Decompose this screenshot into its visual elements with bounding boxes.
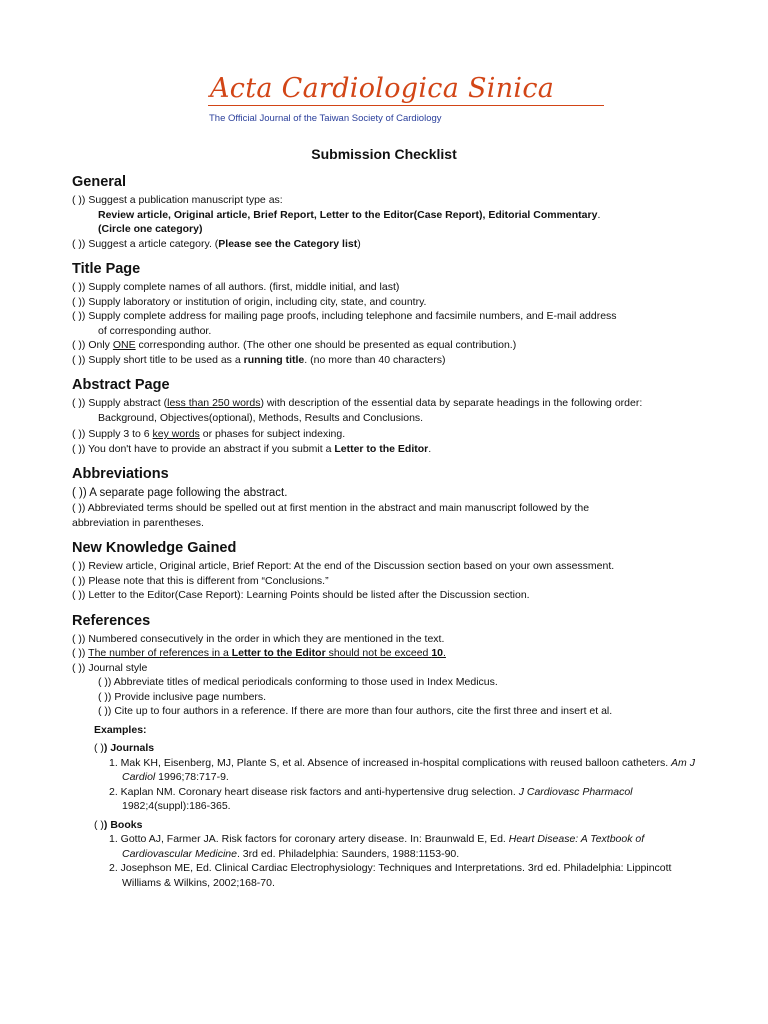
checklist-item: ( )) Suggest a publication manuscript type as:	[72, 194, 283, 206]
checklist-item: ( )) Suggest a article category. (Please see the Category list)	[72, 237, 361, 250]
reference-example: 2. Josephson ME, Ed. Clinical Cardiac Electrophysiology: Techniques and Interpretations. 3rd ed. Philadelphia: Lippincott Williams & Wilkins, 2002;168-70.	[109, 862, 672, 889]
checklist-item: ( )) Letter to the Editor(Case Report): Learning Points should be listed after the Discussion section.	[72, 589, 530, 601]
checklist-item: ( )) Journal style	[72, 661, 148, 674]
title-rule	[208, 105, 604, 106]
section-heading-references: References	[72, 612, 151, 629]
item-continuation: Background, Objectives(optional), Methods, Results and Conclusions.	[98, 411, 424, 424]
checkbox-marker[interactable]: ( )	[72, 487, 83, 499]
journal-title: Acta Cardiologica Sinica	[210, 73, 555, 104]
checklist-subitem: ( )) Provide inclusive page numbers.	[98, 690, 267, 703]
checkbox-marker[interactable]: ( )	[72, 310, 82, 322]
checklist-item: ( )) You don't have to provide an abstract if you submit a Letter to the Editor.	[72, 442, 432, 455]
checklist-subitem: ( )) Abbreviate titles of medical periodicals conforming to those used in Index Medicus.	[98, 676, 498, 688]
checkbox-marker[interactable]: ( )	[72, 589, 82, 601]
checklist-item: ( )) Supply 3 to 6 key words or phases for subject indexing.	[72, 428, 346, 440]
checklist-item: ( )) Supply complete address for mailing page proofs, including telephone and facsimile numbers, and E-mail address	[72, 310, 617, 322]
checkbox-marker[interactable]: ( )	[72, 428, 82, 440]
checkbox-marker[interactable]: ( )	[72, 574, 82, 587]
page-title: Submission Checklist	[311, 146, 457, 162]
reference-example: 1. Mak KH, Eisenberg, MJ, Plante S, et al. Absence of increased in-hospital complications with reused balloon catheters. Am J Cardiol 1996;78:717-9.	[109, 756, 695, 783]
checkbox-marker[interactable]: ( )	[72, 353, 82, 366]
checkbox-marker[interactable]: ( )	[98, 705, 108, 717]
checkbox-marker[interactable]: ( )	[72, 632, 82, 645]
checkbox-marker[interactable]: ( )	[72, 442, 82, 455]
manuscript-types: Review article, Original article, Brief Report, Letter to the Editor(Case Report), Editorial Commentary.	[98, 208, 601, 221]
checkbox-marker[interactable]: ( )	[94, 742, 104, 754]
reference-example: 2. Kaplan NM. Coronary heart disease risk factors and anti-hypertensive drug selection. J Cardiovasc Pharmacol 1982;4(suppl):186-365.	[109, 785, 633, 812]
checklist-item: ( )) Supply laboratory or institution of origin, including city, state, and country.	[72, 295, 427, 308]
checkbox-marker[interactable]: ( )	[98, 676, 108, 688]
checklist-item: ( )) Numbered consecutively in the order in which they are mentioned in the text.	[72, 632, 445, 645]
checklist-item: ( )) Supply short title to be used as a running title. (no more than 40 characters)	[72, 353, 446, 366]
section-heading-abstract: Abstract Page	[72, 377, 170, 393]
journals-example: ( )) Journals	[94, 742, 155, 754]
checkbox-marker[interactable]: ( )	[72, 339, 82, 351]
section-heading-knowledge: New Knowledge Gained	[72, 540, 237, 556]
section-heading-general: General	[72, 174, 126, 190]
checklist-item: ( )) A separate page following the abstract.	[72, 487, 288, 499]
checklist-item: ( )) Only ONE corresponding author. (The other one should be presented as equal contribution.)	[72, 339, 517, 351]
section-heading-abbreviations: Abbreviations	[72, 466, 169, 482]
examples-label: Examples:	[94, 723, 147, 736]
checkbox-marker[interactable]: ( )	[72, 397, 82, 409]
item-continuation: of corresponding author.	[98, 324, 212, 337]
circle-one-note: (Circle one category)	[98, 223, 203, 235]
checkbox-marker[interactable]: ( )	[72, 661, 82, 674]
checklist-item: ( )) Abbreviated terms should be spelled out at first mention in the abstract and main manuscript followed by the	[72, 502, 590, 514]
reference-example: 1. Gotto AJ, Farmer JA. Risk factors for coronary artery disease. In: Braunwald E, Ed. Heart Disease: A Textbook of Cardiovascular Medicine. 3rd ed. Philadelphia: Saunders, 1988:1153-90.	[109, 833, 645, 860]
checklist-body	[72, 173, 712, 890]
journal-subtitle: The Official Journal of the Taiwan Society of Cardiology	[209, 113, 442, 124]
checkbox-marker[interactable]: ( )	[72, 502, 82, 514]
checkbox-marker[interactable]: ( )	[72, 281, 82, 293]
checklist-item: ( )) Review article, Original article, Brief Report: At the end of the Discussion section based on your own assessment.	[72, 560, 615, 572]
checkbox-marker[interactable]: ( )	[72, 194, 82, 206]
checklist-item: ( )) Supply abstract (less than 250 words) with description of the essential data by separate headings in the following order:	[72, 397, 643, 409]
checklist-item: ( )) Please note that this is different from “Conclusions.”	[72, 574, 329, 587]
section-heading-title-page: Title Page	[72, 261, 141, 277]
journal-masthead	[208, 74, 608, 124]
checklist-item: ( )) The number of references in a Letter to the Editor should not be exceed 10.	[72, 647, 446, 659]
checkbox-marker[interactable]: ( )	[94, 818, 104, 831]
books-example: ( )) Books	[94, 818, 143, 831]
checkbox-marker[interactable]: ( )	[72, 237, 82, 250]
checkbox-marker[interactable]: ( )	[72, 295, 82, 308]
checklist-item: ( )) Supply complete names of all authors. (first, middle initial, and last)	[72, 281, 400, 293]
checkbox-marker[interactable]: ( )	[98, 690, 108, 703]
checklist-subitem: ( )) Cite up to four authors in a reference. If there are more than four authors, cite the first three and insert et al.	[98, 705, 613, 717]
checkbox-marker[interactable]: ( )	[72, 560, 82, 572]
item-continuation: abbreviation in parentheses.	[72, 516, 204, 529]
checkbox-marker[interactable]: ( )	[72, 647, 82, 659]
